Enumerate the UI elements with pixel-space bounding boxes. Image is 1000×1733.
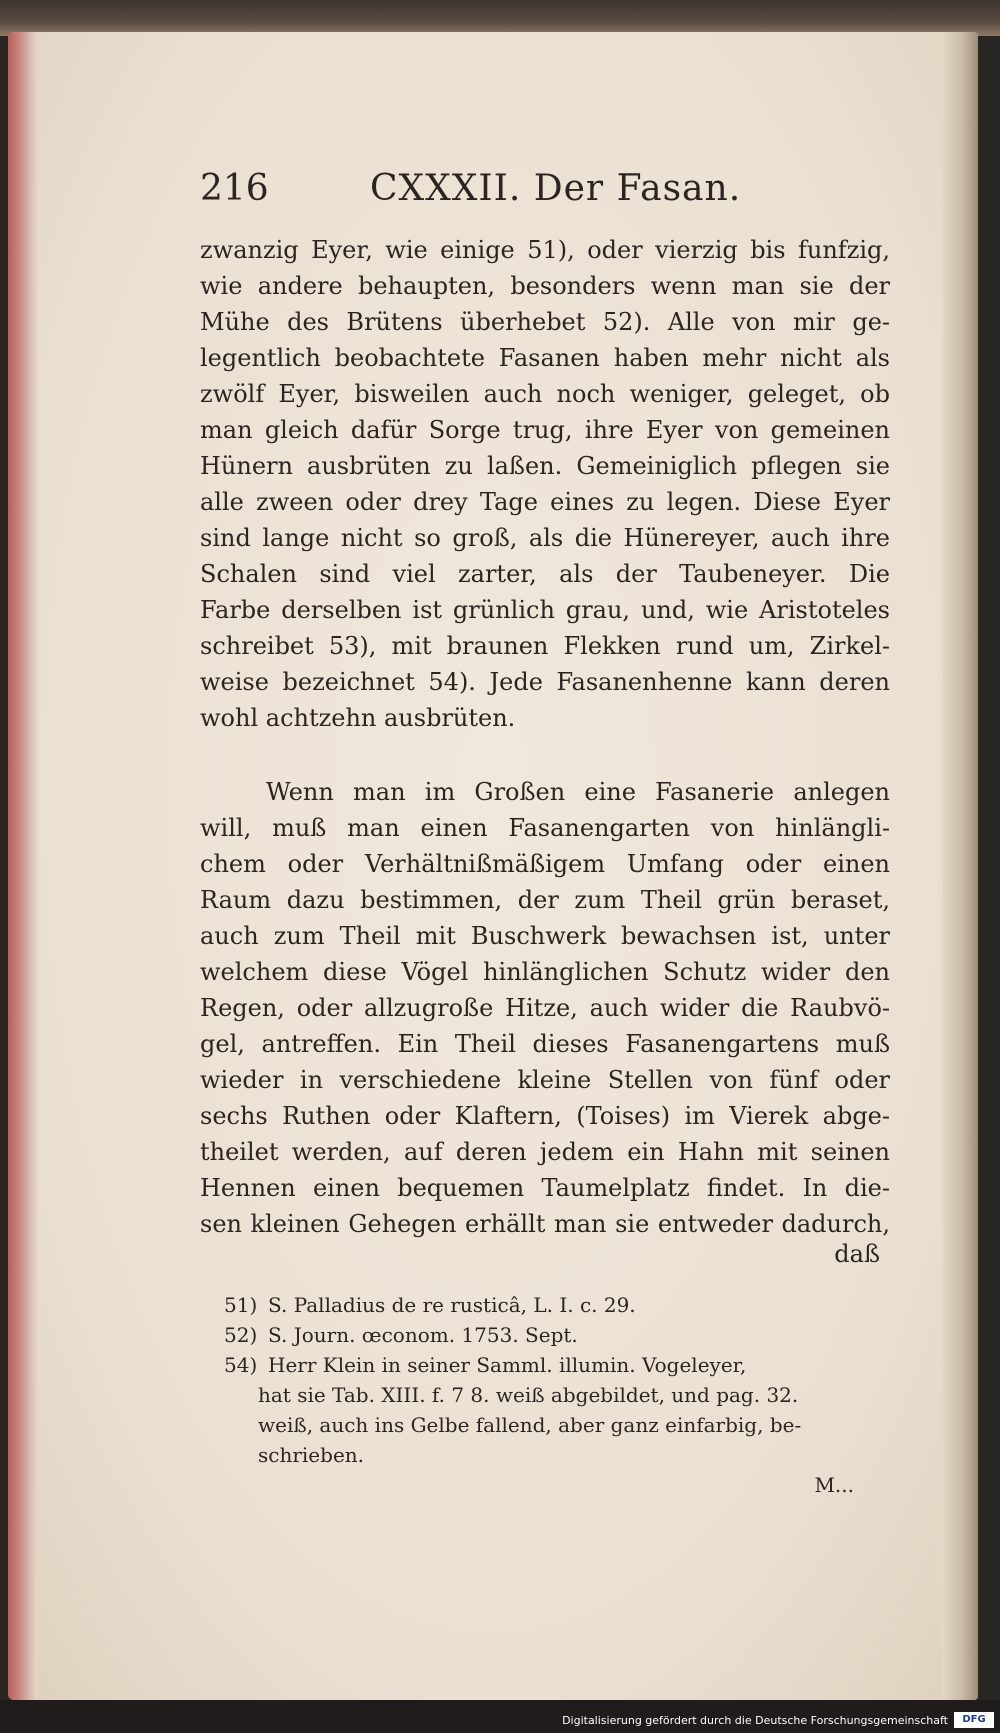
text-line: weise bezeichnet 54). Jede Fasanenhenne kann deren — [200, 668, 890, 696]
funding-credit: Digitalisierung gefördert durch die Deutsche Forschungsgemeinschaft — [562, 1714, 948, 1727]
text-line: will, muß man einen Fasanengarten von hinlängli- — [200, 814, 890, 842]
running-head — [200, 168, 742, 218]
footnote-text: S. Palladius de re rusticâ, L. I. c. 29. — [268, 1293, 636, 1317]
footnote-54 — [224, 1350, 884, 1380]
text-line: alle zween oder drey Tage eines zu legen. Diese Eyer — [200, 488, 890, 516]
book-top-edge — [0, 0, 1000, 36]
text-line: sechs Ruthen oder Klaftern, (Toises) im Vierek abge- — [200, 1102, 890, 1130]
footnote-signature: M... — [814, 1473, 854, 1497]
text-line: gel, antreffen. Ein Theil dieses Fasanengartens muß — [200, 1030, 890, 1058]
page-right-edge — [942, 32, 978, 1700]
page-left-edge — [8, 32, 38, 1700]
text-line: sen kleinen Gehegen erhällt man sie entweder dadurch, — [200, 1210, 890, 1238]
text-line: Raum dazu bestimmen, der zum Theil grün beraset, — [200, 886, 890, 914]
footnote-number: 51) — [224, 1293, 258, 1317]
text-line: Hünern ausbrüten zu laßen. Gemeiniglich pflegen sie — [200, 452, 890, 480]
footnote-54-line-3: weiß, auch ins Gelbe fallend, aber ganz einfarbig, be- — [258, 1413, 802, 1437]
text-line: Schalen sind viel zarter, als der Taubeneyer. Die — [200, 560, 890, 588]
footnote-51 — [224, 1290, 884, 1320]
text-line: sind lange nicht so groß, als die Hünereyer, auch ihre — [200, 524, 890, 552]
footnote-54-line-4: schrieben. — [258, 1443, 365, 1467]
catchword: daß — [834, 1240, 880, 1268]
text-line: wie andere behaupten, besonders wenn man sie der — [200, 272, 890, 300]
text-line: man gleich dafür Sorge trug, ihre Eyer von gemeinen — [200, 416, 890, 444]
text-line: legentlich beobachtete Fasanen haben mehr nicht als — [200, 344, 890, 372]
footnote-text: S. Journ. œconom. 1753. Sept. — [268, 1323, 578, 1347]
footnote-text: Herr Klein in seiner Samml. illumin. Vogeleyer, — [268, 1353, 747, 1377]
text-line: Regen, oder allzugroße Hitze, auch wider die Raubvö- — [200, 994, 890, 1022]
text-line: schreibet 53), mit braunen Flekken rund um, Zirkel- — [200, 632, 890, 660]
footnote-54-line-2: hat sie Tab. XIII. f. 7 8. weiß abgebildet, und pag. 32. — [258, 1383, 799, 1407]
text-line: chem oder Verhältnißmäßigem Umfang oder einen — [200, 850, 890, 878]
text-line: zwanzig Eyer, wie einige 51), oder vierzig bis funfzig, — [200, 236, 890, 264]
text-line: Mühe des Brütens überhebet 52). Alle von mir ge- — [200, 308, 890, 336]
paragraph-1 — [200, 232, 890, 736]
text-line: Hennen einen bequemen Taumelplatz findet. In die- — [200, 1174, 890, 1202]
text-line: Farbe derselben ist grünlich grau, und, wie Aristoteles — [200, 596, 890, 624]
section-title: CXXXII. Der Fasan. — [370, 168, 742, 209]
body-text — [200, 232, 890, 1242]
footnotes — [224, 1290, 884, 1500]
page-number: 216 — [200, 168, 269, 209]
text-line: wohl achtzehn ausbrüten. — [200, 704, 516, 732]
text-line: wieder in verschiedene kleine Stellen von fünf oder — [200, 1066, 890, 1094]
text-line: Wenn man im Großen eine Fasanerie anlegen — [266, 778, 890, 806]
dfg-logo: DFG — [954, 1712, 994, 1728]
footnote-52 — [224, 1320, 884, 1350]
text-line: theilet werden, auf deren jedem ein Hahn mit seinen — [200, 1138, 890, 1166]
text-line: welchem diese Vögel hinlänglichen Schutz wider den — [200, 958, 890, 986]
text-line: auch zum Theil mit Buschwerk bewachsen ist, unter — [200, 922, 890, 950]
paragraph-2 — [200, 774, 890, 1242]
footnote-number: 52) — [224, 1323, 258, 1347]
footnote-number: 54) — [224, 1353, 258, 1377]
text-line: zwölf Eyer, bisweilen auch noch weniger, geleget, ob — [200, 380, 890, 408]
